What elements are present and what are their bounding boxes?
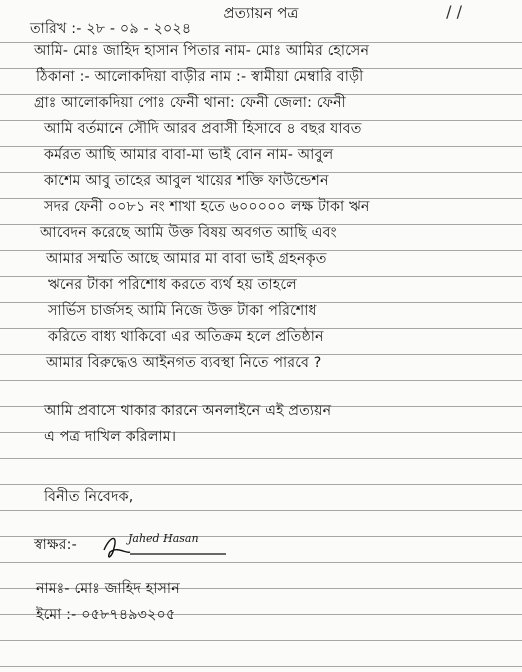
ruled-line xyxy=(0,640,522,641)
letter-line: আমি প্রবাসে থাকার কারনে অনলাইনে এই প্রত্যয়ন xyxy=(44,403,332,419)
letter-line: কাশেম আবু তাহের আবুল খায়ের শক্তি ফাউন্ডেশন xyxy=(44,173,329,189)
letter-line: আমি বর্তমানে সৌদি আরব প্রবাসী হিসাবে ৪ বছর যাবত xyxy=(44,121,362,137)
letter-line: ঋনের টাকা পরিশোধ করতে ব্যর্থ হয় তাহলে xyxy=(48,277,297,293)
corner-marks: / / xyxy=(446,2,462,21)
ruled-line xyxy=(0,484,522,485)
letter-line: আবেদন করেছে আমি উক্ত বিষয় অবগত আছি এবং xyxy=(40,225,337,241)
letter-line: গ্রাঃ আলোকদিয়া পোঃ ফেনী থানা: ফেনী জেলা: ফেনী xyxy=(34,95,346,111)
ruled-line xyxy=(0,562,522,563)
letter-line: বিনীত নিবেদক, xyxy=(44,489,134,505)
ruled-line xyxy=(0,380,522,381)
ruled-line xyxy=(0,458,522,459)
letter-line: এ পত্র দাখিল করিলাম। xyxy=(44,429,177,445)
letter-line: স্বাক্ষর:- xyxy=(34,537,77,553)
letter-line: নামঃ- মোঃ জাহিদ হাসান xyxy=(36,581,180,597)
ruled-line xyxy=(0,666,522,667)
letter-line: আমি- মোঃ জাহিদ হাসান পিতার নাম- মোঃ আমির হোসেন xyxy=(34,43,370,59)
letter-line: আমার সম্মতি আছে আমার মা বাবা ভাই গ্রহনকৃত xyxy=(46,251,327,267)
letter-line: ঠিকানা :- আলোকদিয়া বাড়ীর নাম :- স্বামীয়া মেম্বারি বাড়ী xyxy=(36,69,364,85)
letter-line: আমার বিরুদ্ধেও আইনগত ব্যবস্থা নিতে পারবে ? xyxy=(46,355,322,371)
ruled-line xyxy=(0,510,522,511)
letter-line: সার্ভিস চার্জসহ আমি নিজে উক্ত টাকা পরিশোধ xyxy=(48,303,317,319)
letter-line: ইমো :- ০৫৮৭৪৯৩২০৫ xyxy=(36,607,176,623)
letter-line: সদর ফেনী ০০৮১ নং শাখা হতে ৬০০০০০ লক্ষ টাকা ঋন xyxy=(44,199,370,215)
letter-line: তারিখ :- ২৮ - ০৯ - ২০২৪ xyxy=(30,21,192,37)
letter-title: প্রত্যায়ন পত্র xyxy=(223,4,299,22)
letter-line: করিতে বাধ্য থাকিবো এর অতিক্রম হলে প্রতিষ্ঠান xyxy=(48,329,324,345)
signature-text: Jahed Hasan xyxy=(128,532,199,545)
letter-line: কর্মরত আছি আমার বাবা-মা ভাই বোন নাম- আবুল xyxy=(44,147,334,163)
